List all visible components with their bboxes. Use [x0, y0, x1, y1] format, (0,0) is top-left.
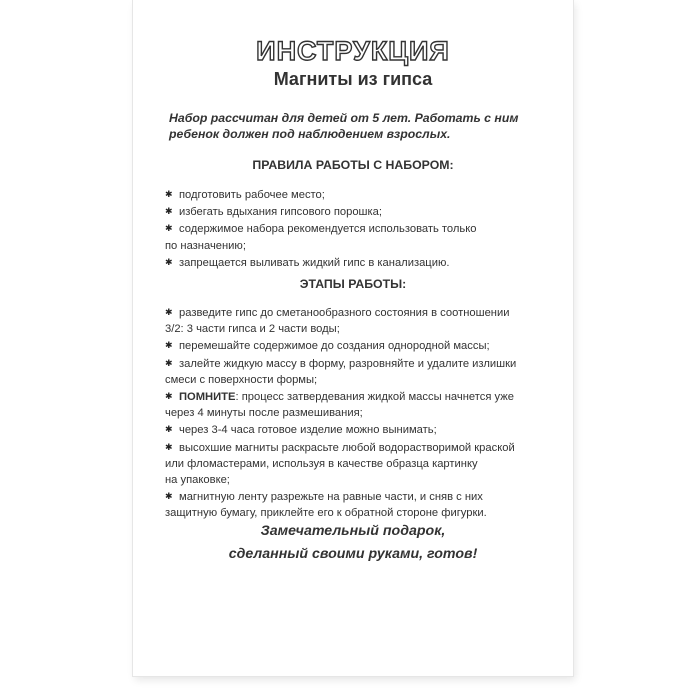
steps-list — [165, 304, 573, 522]
rules-list — [165, 186, 573, 271]
asterisk-bullet-icon: ✱ — [165, 206, 173, 217]
list-item-text: запрещается выливать жидкий гипс в канализацию. — [179, 256, 450, 269]
closing-text — [133, 520, 573, 566]
list-item-text: подготовить рабочее место; — [179, 189, 325, 201]
list-item-line — [165, 388, 573, 405]
asterisk-bullet-icon: ✱ — [165, 357, 173, 368]
closing-line: Замечательный подарок, — [260, 523, 446, 539]
list-item-line — [165, 186, 573, 203]
asterisk-bullet-icon: ✱ — [165, 491, 173, 502]
warning-word: ПОМНИТЕ — [179, 391, 236, 404]
asterisk-bullet-icon: ✱ — [165, 256, 173, 267]
instruction-sheet — [133, 0, 573, 676]
list-item — [165, 388, 573, 421]
page-subtitle: Магниты из гипса — [273, 69, 433, 89]
list-item-text: защитную бумагу, приклейте его к обратной стороне фигурки. — [165, 507, 487, 520]
list-item-line — [165, 456, 573, 472]
list-item — [165, 421, 573, 438]
asterisk-bullet-icon: ✱ — [165, 223, 173, 234]
list-item-line — [165, 405, 573, 421]
list-item-text: магнитную ленту разрежьте на равные части, и сняв с них — [179, 491, 483, 504]
list-item-text: смеси с поверхности формы; — [165, 373, 318, 386]
list-item — [165, 203, 573, 220]
list-item-text: избегать вдыхания гипсового порошка; — [179, 206, 383, 219]
list-item-line — [165, 472, 573, 488]
closing-line: сделанный своими руками, готов! — [228, 546, 478, 562]
list-item — [165, 439, 573, 489]
list-item — [165, 220, 573, 253]
asterisk-bullet-icon: ✱ — [165, 441, 173, 452]
list-item-text: : процесс затвердевания жидкой массы начнется уже — [235, 391, 514, 404]
list-item-text: на упаковке; — [165, 474, 230, 487]
list-item-line — [165, 220, 573, 237]
list-item-text: залейте жидкую массу в форму, разровняйте и удалите излишки — [179, 357, 517, 370]
list-item-text: по назначению; — [165, 239, 246, 252]
rules-heading: ПРАВИЛА РАБОТЫ С НАБОРОМ: — [252, 158, 454, 172]
asterisk-bullet-icon: ✱ — [165, 189, 173, 199]
asterisk-bullet-icon: ✱ — [165, 307, 173, 317]
list-item-text: высохшие магниты раскрасьте любой водорастворимой краской — [179, 441, 515, 454]
list-item-text: разведите гипс до сметанообразного состояния в соотношении — [179, 307, 510, 319]
list-item-text: 3/2: 3 части гипса и 2 части воды; — [165, 323, 340, 336]
list-item-text: содержимое набора рекомендуется использовать только — [179, 223, 477, 236]
page-title: ИНСТРУКЦИЯ — [256, 36, 450, 66]
asterisk-bullet-icon: ✱ — [165, 424, 173, 435]
list-item-text: или фломастерами, используя в качестве образца картинку — [165, 457, 478, 470]
intro-text — [169, 110, 573, 142]
list-item-line — [165, 203, 573, 220]
list-item — [165, 337, 573, 354]
intro-line: ребенок должен под наблюдением взрослых. — [169, 127, 451, 141]
list-item — [165, 186, 573, 203]
list-item — [165, 355, 573, 388]
list-item-line — [165, 421, 573, 438]
list-item — [165, 488, 573, 521]
list-item-line — [165, 337, 573, 354]
asterisk-bullet-icon: ✱ — [165, 340, 173, 351]
list-item-line — [165, 238, 573, 254]
list-item-text: перемешайте содержимое до создания однородной массы; — [179, 340, 490, 353]
list-item-text: через 3-4 часа готовое изделие можно вынимать; — [179, 424, 437, 437]
list-item-line — [165, 321, 573, 337]
list-item — [165, 254, 573, 271]
list-item-line — [165, 355, 573, 372]
list-item-line — [165, 488, 573, 505]
list-item-line — [165, 372, 573, 388]
list-item — [165, 304, 573, 337]
asterisk-bullet-icon: ✱ — [165, 391, 173, 402]
intro-line: Набор рассчитан для детей от 5 лет. Работать с ним — [169, 111, 519, 125]
steps-heading: ЭТАПЫ РАБОТЫ: — [299, 277, 407, 291]
list-item-text: через 4 минуты после размешивания; — [165, 407, 363, 420]
list-item-line — [165, 304, 573, 321]
list-item-line — [165, 439, 573, 456]
list-item-line — [165, 254, 573, 271]
